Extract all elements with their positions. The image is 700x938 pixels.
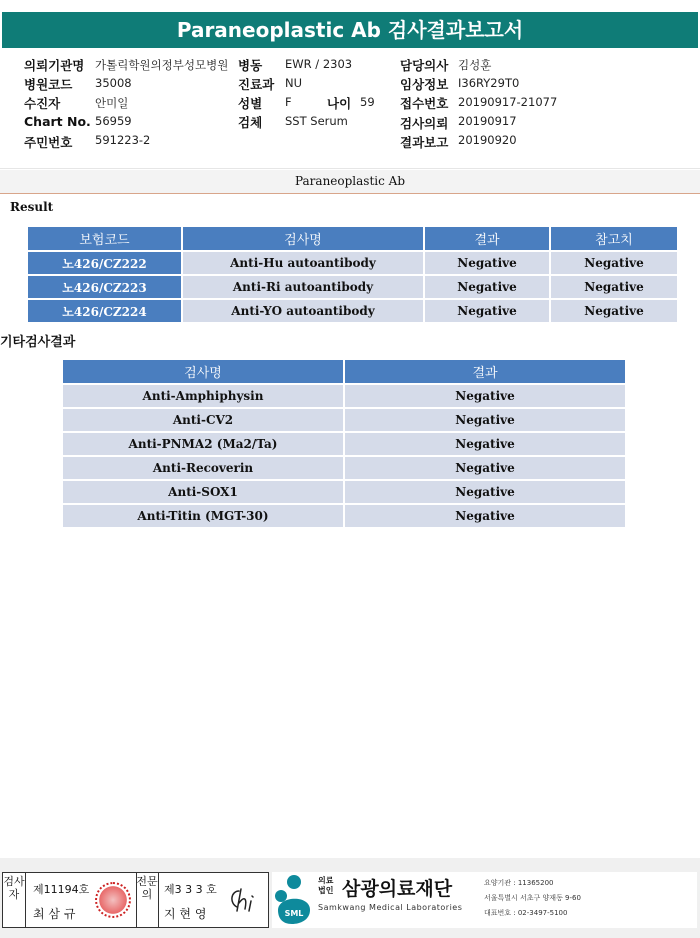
specialist-name: 지 현 영 [164, 907, 207, 921]
header-insurance-code: 보험코드 [28, 227, 181, 250]
result-label: Result [10, 200, 54, 214]
table-row [63, 385, 625, 407]
test-result: Negative [345, 481, 625, 503]
age-value: 59 [360, 95, 375, 109]
id-label: 주민번호 [24, 135, 73, 150]
request-value: 20190917 [458, 114, 517, 128]
specialist-license: 제3 3 3 호 [164, 883, 217, 896]
hospital-code-label: 병원코드 [24, 77, 73, 92]
report-title: Paraneoplastic Ab 검사결과보고서 [2, 12, 698, 48]
clinical-label: 임상정보 [400, 77, 449, 92]
table-row [63, 457, 625, 479]
patient-value: 안미일 [95, 96, 129, 110]
other-results-table [61, 358, 627, 529]
receipt-value: 20190917-21077 [458, 95, 558, 109]
test-result: Negative [425, 300, 549, 322]
clinical-value: I36RY29T0 [458, 76, 520, 90]
test-name: Anti-CV2 [63, 409, 343, 431]
header-test-name: 검사명 [63, 360, 343, 383]
doctor-value: 김성훈 [458, 58, 492, 72]
org-phone: 대표번호 : 02-3497-5100 [484, 909, 568, 917]
ward-value: EWR / 2303 [285, 57, 353, 71]
insurance-code: 노426/CZ222 [28, 252, 181, 274]
org-address: 서울특별시 서초구 양재동 9-60 [484, 894, 581, 902]
table-row [63, 505, 625, 527]
reference-value: Negative [551, 300, 677, 322]
receipt-label: 접수번호 [400, 96, 449, 111]
table-row [28, 276, 677, 298]
id-value: 591223-2 [95, 133, 151, 147]
institution-label: 의뢰기관명 [24, 58, 85, 73]
insurance-code: 노426/CZ224 [28, 300, 181, 322]
table-header-row [63, 360, 625, 383]
test-name: Anti-YO autoantibody [183, 300, 423, 322]
specialist-label: 전문의 [136, 875, 158, 901]
test-result: Negative [345, 457, 625, 479]
reference-value: Negative [551, 276, 677, 298]
table-row [63, 409, 625, 431]
test-name: Anti-Recoverin [63, 457, 343, 479]
test-name: Anti-Ri autoantibody [183, 276, 423, 298]
org-english-name: Samkwang Medical Laboratories [318, 903, 463, 912]
report-date-value: 20190920 [458, 133, 517, 147]
test-name: Anti-SOX1 [63, 481, 343, 503]
request-label: 검사의뢰 [400, 116, 449, 131]
sml-logo-icon [272, 874, 316, 926]
header-test-name: 검사명 [183, 227, 423, 250]
tester-license: 제11194호 [33, 883, 90, 896]
chart-value: 56959 [95, 114, 132, 128]
table-row [63, 481, 625, 503]
org-code: 요양기관 : 11365200 [484, 879, 554, 887]
test-name: Anti-Amphiphysin [63, 385, 343, 407]
age-label: 나이 [327, 96, 352, 111]
test-name: Anti-Titin (MGT-30) [63, 505, 343, 527]
ward-label: 병동 [238, 58, 263, 73]
org-corp-label: 의료법인 [318, 876, 334, 895]
chart-label: Chart No. [24, 114, 91, 129]
org-logo-block [272, 872, 697, 928]
test-result: Negative [345, 505, 625, 527]
sex-label: 성별 [238, 96, 263, 111]
table-row [28, 300, 677, 322]
patient-label: 수진자 [24, 96, 61, 111]
divider [158, 873, 159, 927]
table-row [28, 252, 677, 274]
logo-text: SML [284, 909, 304, 918]
test-name: Anti-Hu autoantibody [183, 252, 423, 274]
test-result: Negative [425, 276, 549, 298]
header-reference: 참고치 [551, 227, 677, 250]
other-results-label: 기타검사결과 [0, 335, 76, 350]
test-result: Negative [345, 433, 625, 455]
specimen-label: 검체 [238, 115, 263, 130]
tester-label: 검사자 [3, 875, 25, 901]
dept-value: NU [285, 76, 303, 90]
section-title: Paraneoplastic Ab [0, 170, 700, 194]
institution-value: 가톨릭학원의정부성모병원 [95, 58, 229, 72]
divider [25, 873, 26, 927]
insurance-code: 노426/CZ223 [28, 276, 181, 298]
specimen-value: SST Serum [285, 114, 348, 128]
patient-info [0, 56, 700, 151]
test-result: Negative [345, 409, 625, 431]
header-result: 결과 [425, 227, 549, 250]
signature-box [2, 872, 269, 928]
test-result: Negative [345, 385, 625, 407]
dept-label: 진료과 [238, 77, 275, 92]
hospital-code-value: 35008 [95, 76, 132, 90]
test-result: Negative [425, 252, 549, 274]
result-table [26, 225, 679, 324]
org-name: 삼광의료재단 [342, 878, 453, 900]
table-row [63, 433, 625, 455]
reference-value: Negative [551, 252, 677, 274]
seal-stamp [95, 882, 131, 918]
header-result: 결과 [345, 360, 625, 383]
divider [0, 168, 700, 169]
tester-name: 최 삼 규 [33, 907, 76, 921]
test-name: Anti-PNMA2 (Ma2/Ta) [63, 433, 343, 455]
report-date-label: 결과보고 [400, 135, 449, 150]
doctor-label: 담당의사 [400, 58, 449, 73]
signature-scribble [225, 885, 265, 917]
table-header-row [28, 227, 677, 250]
sex-value: F [285, 95, 292, 109]
